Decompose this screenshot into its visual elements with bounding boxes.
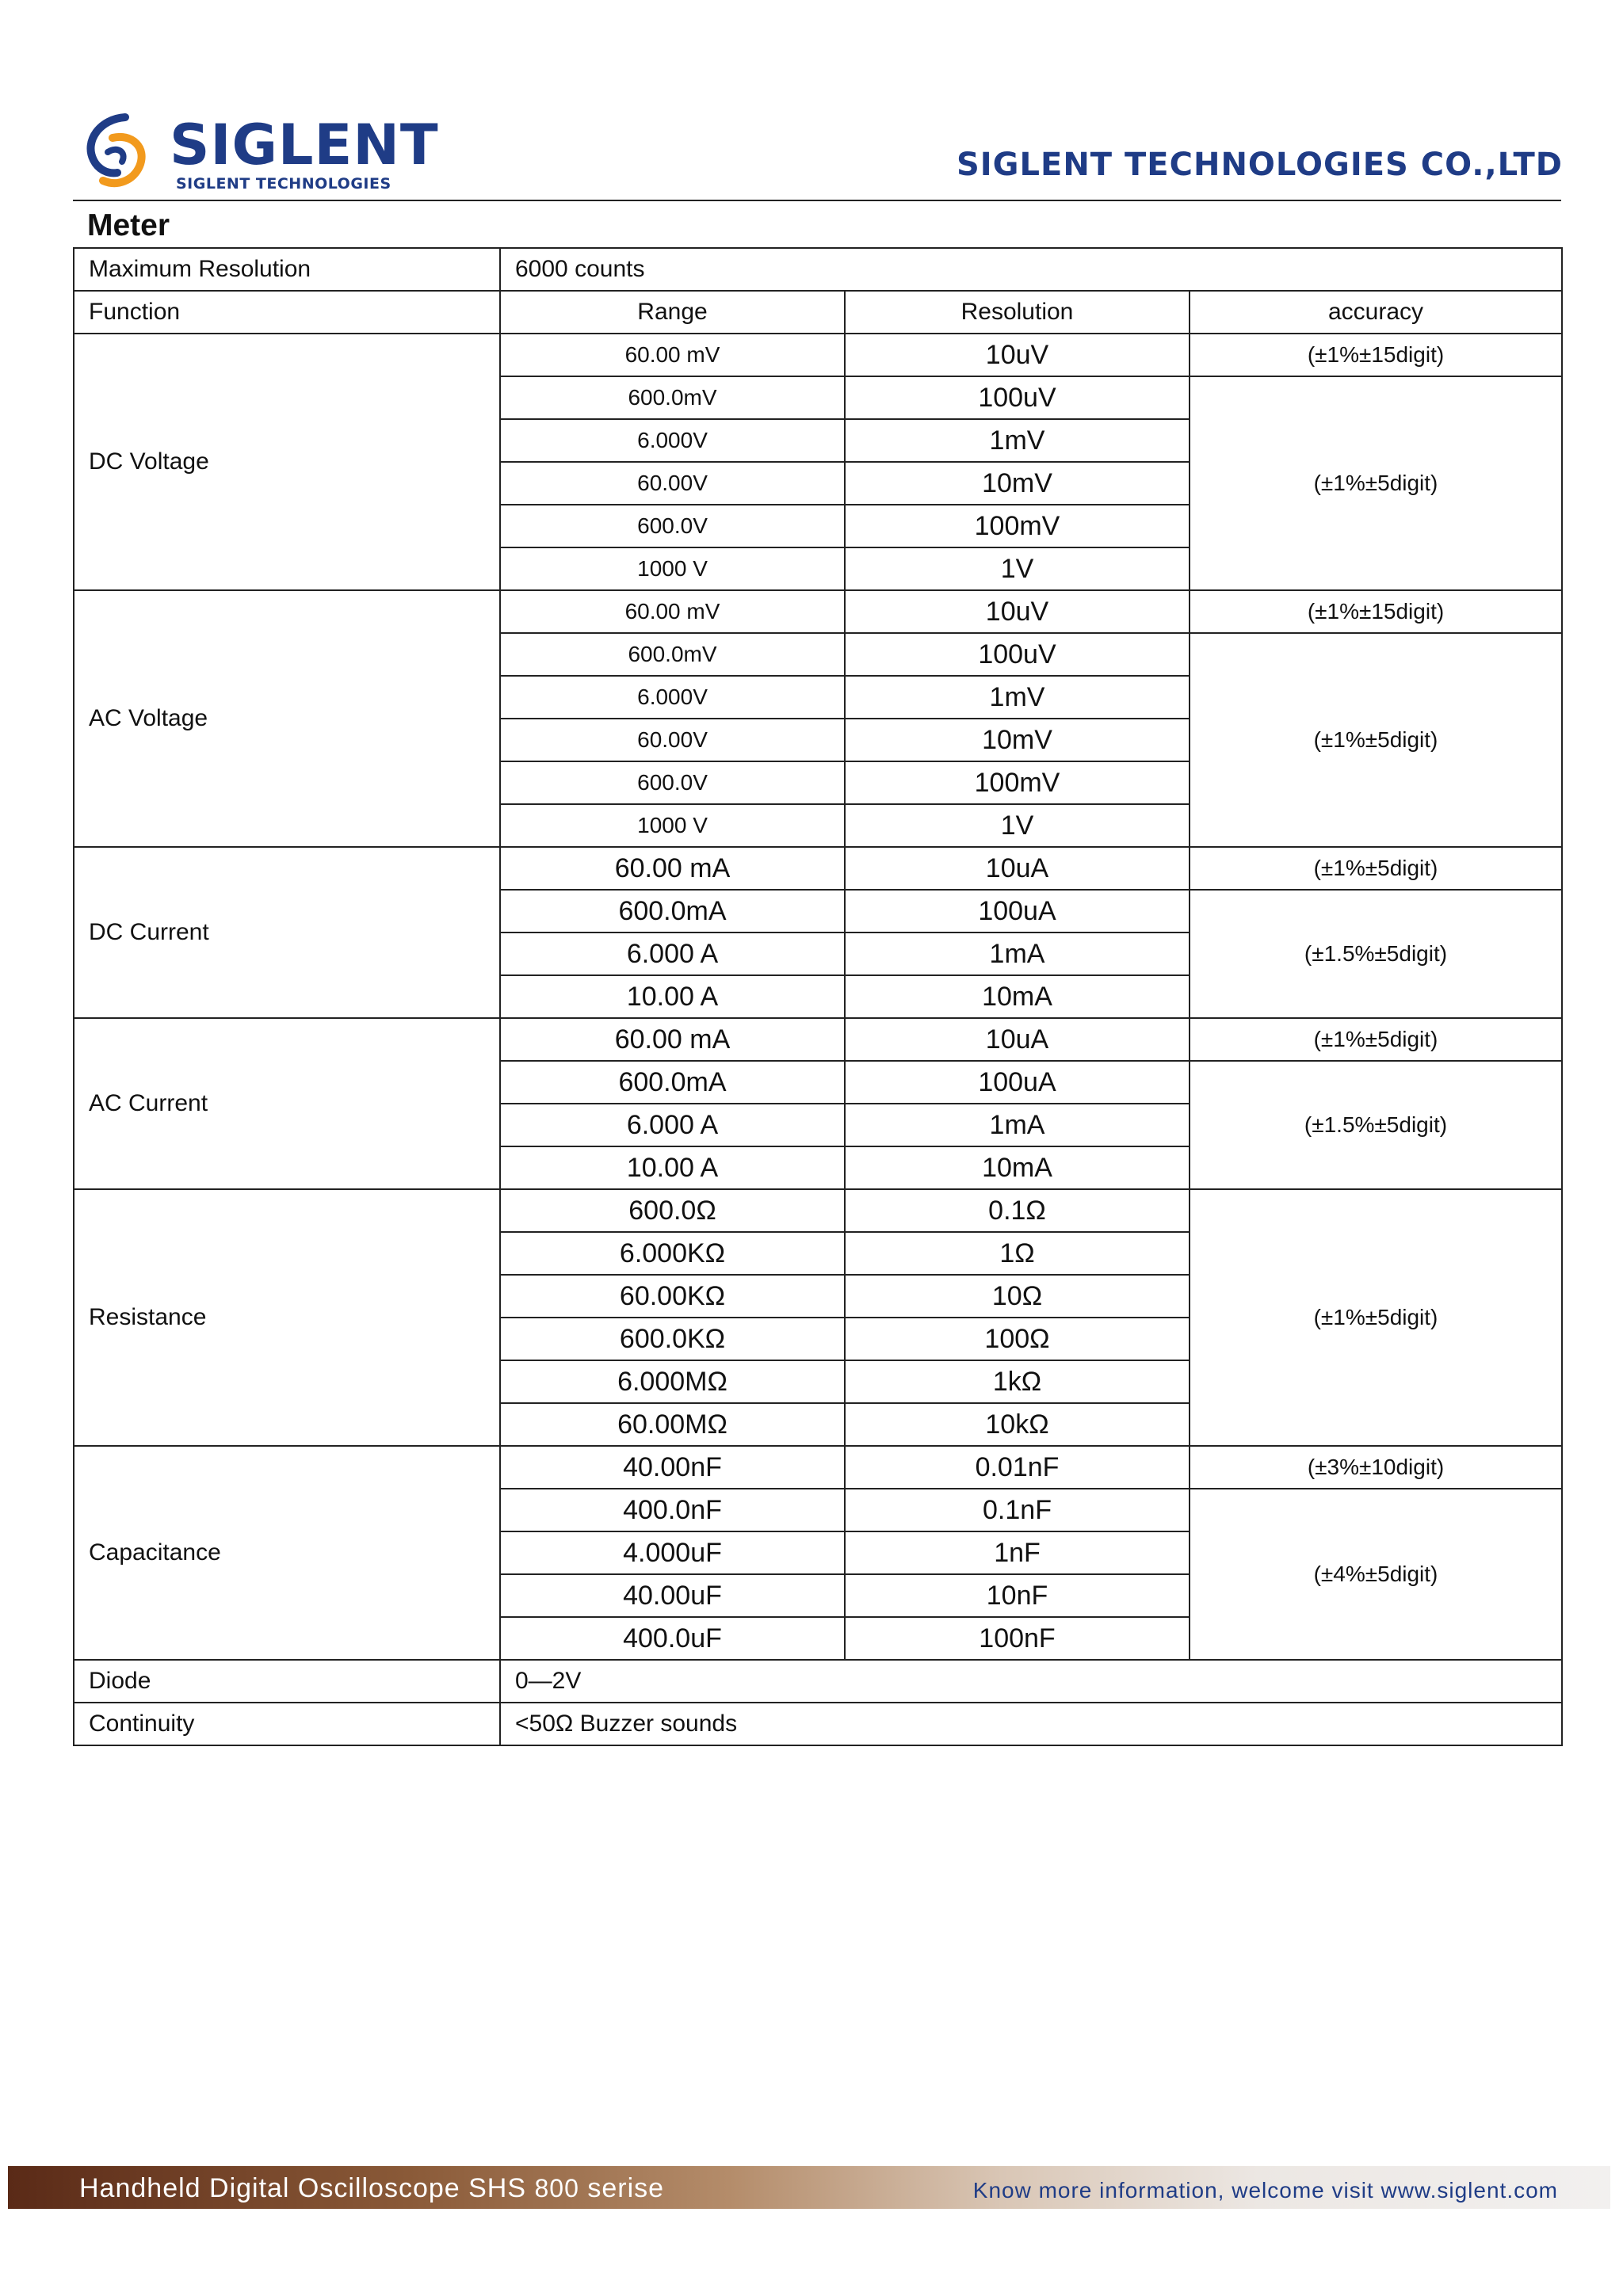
siglent-swirl-icon — [76, 111, 163, 198]
resolution-cell: 0.1Ω — [845, 1189, 1190, 1232]
accuracy-cell: (±1%±5digit) — [1190, 1189, 1562, 1446]
function-dc-voltage: DC Voltage — [74, 334, 500, 590]
range-cell: 6.000V — [500, 419, 845, 462]
range-cell: 400.0uF — [500, 1617, 845, 1660]
range-cell: 60.00 mA — [500, 847, 845, 890]
range-cell: 600.0mA — [500, 1061, 845, 1104]
range-cell: 600.0V — [500, 505, 845, 547]
table-row — [74, 1660, 1562, 1703]
range-cell: 6.000 A — [500, 933, 845, 975]
range-cell: 40.00nF — [500, 1446, 845, 1489]
resolution-cell: 10uA — [845, 1018, 1190, 1061]
company-name: SIGLENT TECHNOLOGIES CO.,LTD — [956, 147, 1563, 183]
accuracy-cell: (±4%±5digit) — [1190, 1489, 1562, 1660]
resolution-cell: 1mV — [845, 419, 1190, 462]
resolution-cell: 0.1nF — [845, 1489, 1190, 1531]
resolution-cell: 10uV — [845, 334, 1190, 376]
resolution-cell: 100mV — [845, 761, 1190, 804]
range-cell: 6.000KΩ — [500, 1232, 845, 1275]
range-cell: 40.00uF — [500, 1574, 845, 1617]
resolution-cell: 1V — [845, 804, 1190, 847]
logo-subtext: SIGLENT TECHNOLOGIES — [176, 175, 391, 193]
function-continuity: Continuity — [74, 1703, 500, 1745]
header-function: Function — [74, 291, 500, 334]
footer-website-text: Know more information, welcome visit www.siglent.com — [972, 2178, 1558, 2203]
table-header-row — [74, 291, 1562, 334]
header-range: Range — [500, 291, 845, 334]
logo-wordmark: SIGLENT — [170, 113, 439, 177]
resolution-cell: 100Ω — [845, 1318, 1190, 1360]
range-cell: 6.000MΩ — [500, 1360, 845, 1403]
resolution-cell: 10uA — [845, 847, 1190, 890]
range-cell: 6.000 A — [500, 1104, 845, 1146]
resolution-cell: 1nF — [845, 1531, 1190, 1574]
resolution-cell: 100nF — [845, 1617, 1190, 1660]
range-cell: 6.000V — [500, 676, 845, 719]
function-capacitance: Capacitance — [74, 1446, 500, 1660]
resolution-cell: 100mV — [845, 505, 1190, 547]
accuracy-cell: (±1%±15digit) — [1190, 590, 1562, 633]
resolution-cell: 1mA — [845, 933, 1190, 975]
meter-spec-table — [73, 247, 1563, 1746]
siglent-logo — [76, 111, 441, 206]
resolution-cell: 10mA — [845, 1146, 1190, 1189]
footer-model-number: 800 — [534, 2174, 579, 2203]
resolution-cell: 1kΩ — [845, 1360, 1190, 1403]
section-title: Meter — [87, 208, 170, 242]
table-row — [74, 1189, 1562, 1232]
function-dc-current: DC Current — [74, 847, 500, 1018]
accuracy-cell: (±1%±5digit) — [1190, 1018, 1562, 1061]
range-cell: 400.0nF — [500, 1489, 845, 1531]
range-cell: 60.00V — [500, 462, 845, 505]
accuracy-cell: (±1%±5digit) — [1190, 847, 1562, 890]
resolution-cell: 1mV — [845, 676, 1190, 719]
continuity-value: <50Ω Buzzer sounds — [500, 1703, 1562, 1745]
resolution-cell: 10nF — [845, 1574, 1190, 1617]
footer-series-text: serise — [587, 2173, 665, 2203]
resolution-cell: 1mA — [845, 1104, 1190, 1146]
accuracy-cell: (±1%±5digit) — [1190, 376, 1562, 590]
range-cell: 60.00 mA — [500, 1018, 845, 1061]
resolution-cell: 10uV — [845, 590, 1190, 633]
range-cell: 600.0V — [500, 761, 845, 804]
resolution-cell: 10Ω — [845, 1275, 1190, 1318]
table-row — [74, 590, 1562, 633]
table-row — [74, 1703, 1562, 1745]
function-resistance: Resistance — [74, 1189, 500, 1446]
accuracy-cell: (±1%±15digit) — [1190, 334, 1562, 376]
range-cell: 1000 V — [500, 547, 845, 590]
range-cell: 600.0mV — [500, 633, 845, 676]
table-row — [74, 1018, 1562, 1061]
function-ac-current: AC Current — [74, 1018, 500, 1189]
range-cell: 60.00 mV — [500, 590, 845, 633]
footer-product-line — [79, 2172, 664, 2204]
table-row — [74, 847, 1562, 890]
accuracy-cell: (±3%±10digit) — [1190, 1446, 1562, 1489]
range-cell: 60.00 mV — [500, 334, 845, 376]
resolution-cell: 1V — [845, 547, 1190, 590]
footer-product-text: Handheld Digital Oscilloscope SHS — [79, 2173, 527, 2203]
range-cell: 60.00MΩ — [500, 1403, 845, 1446]
header-divider — [73, 200, 1561, 201]
resolution-cell: 10mV — [845, 462, 1190, 505]
range-cell: 1000 V — [500, 804, 845, 847]
table-row — [74, 248, 1562, 291]
function-diode: Diode — [74, 1660, 500, 1703]
resolution-cell: 10kΩ — [845, 1403, 1190, 1446]
range-cell: 60.00V — [500, 719, 845, 761]
accuracy-cell: (±1.5%±5digit) — [1190, 890, 1562, 1018]
table-row — [74, 1446, 1562, 1489]
range-cell: 60.00KΩ — [500, 1275, 845, 1318]
resolution-cell: 100uA — [845, 1061, 1190, 1104]
range-cell: 10.00 A — [500, 1146, 845, 1189]
diode-value: 0—2V — [500, 1660, 1562, 1703]
range-cell: 600.0mV — [500, 376, 845, 419]
function-ac-voltage: AC Voltage — [74, 590, 500, 847]
max-resolution-value: 6000 counts — [500, 248, 1562, 291]
table-row — [74, 334, 1562, 376]
accuracy-cell: (±1.5%±5digit) — [1190, 1061, 1562, 1189]
range-cell: 600.0Ω — [500, 1189, 845, 1232]
resolution-cell: 100uA — [845, 890, 1190, 933]
range-cell: 10.00 A — [500, 975, 845, 1018]
resolution-cell: 10mV — [845, 719, 1190, 761]
accuracy-cell: (±1%±5digit) — [1190, 633, 1562, 847]
resolution-cell: 1Ω — [845, 1232, 1190, 1275]
header-resolution: Resolution — [845, 291, 1190, 334]
resolution-cell: 100uV — [845, 633, 1190, 676]
resolution-cell: 0.01nF — [845, 1446, 1190, 1489]
range-cell: 600.0KΩ — [500, 1318, 845, 1360]
range-cell: 4.000uF — [500, 1531, 845, 1574]
resolution-cell: 10mA — [845, 975, 1190, 1018]
max-resolution-label: Maximum Resolution — [74, 248, 500, 291]
range-cell: 600.0mA — [500, 890, 845, 933]
header-accuracy: accuracy — [1190, 291, 1562, 334]
resolution-cell: 100uV — [845, 376, 1190, 419]
